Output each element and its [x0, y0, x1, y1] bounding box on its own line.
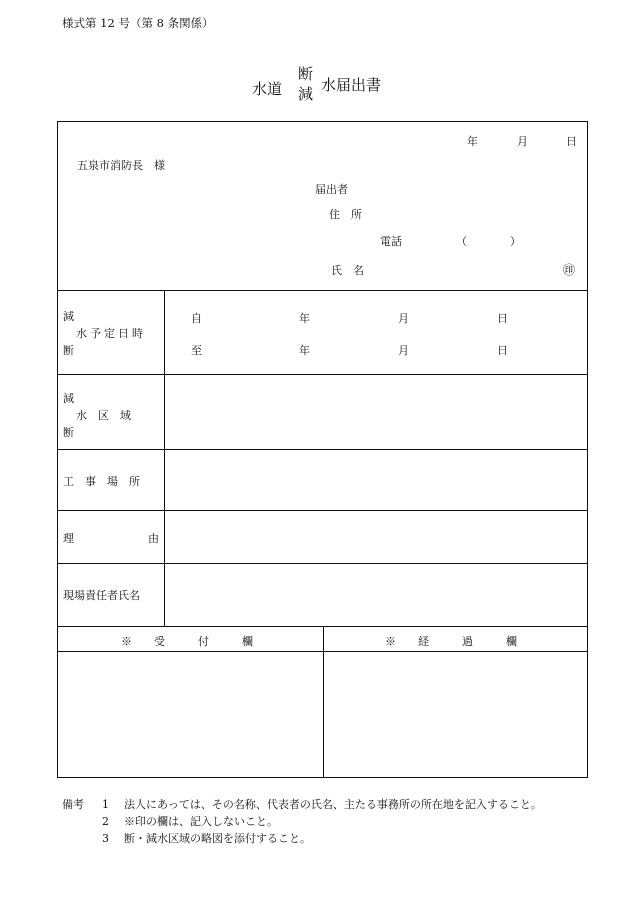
area-bottom-char: 断	[63, 426, 74, 439]
title-stacked-choice	[298, 64, 313, 104]
reception-header: ※ 受 付 欄	[121, 635, 253, 648]
form-title	[0, 62, 630, 112]
divider	[323, 626, 324, 777]
schedule-from-month: 月	[398, 312, 409, 325]
phone-paren-close: ）	[510, 235, 521, 248]
divider	[58, 510, 587, 511]
title-suffix: 水届出書	[321, 76, 382, 94]
form-table	[57, 121, 588, 778]
divider	[58, 449, 587, 450]
schedule-from-year: 年	[299, 312, 310, 325]
reason-label-a: 理	[63, 532, 74, 545]
name-label: 氏 名	[331, 264, 364, 277]
note-text: 法人にあっては、その名称、代表者の氏名、主たる事務所の所在地を記入すること。	[124, 798, 542, 811]
divider	[58, 374, 587, 375]
area-label: 水 区 域	[76, 409, 131, 422]
note-item	[62, 830, 542, 847]
progress-header: ※ 経 過 欄	[385, 635, 517, 648]
notes	[62, 796, 542, 847]
note-number: 2	[102, 815, 109, 828]
schedule-top-char: 減	[63, 310, 74, 323]
form-number: 様式第 12 号（第 8 条関係）	[62, 16, 214, 30]
addressee: 五泉市消防長 様	[77, 159, 165, 172]
schedule-to-month: 月	[398, 344, 409, 357]
title-choice-bottom: 減	[298, 85, 314, 103]
site-label: 工 事 場 所	[63, 475, 140, 488]
schedule-from-day: 日	[497, 312, 508, 325]
divider	[58, 290, 587, 291]
applicant-label: 届出者	[315, 183, 348, 196]
title-prefix: 水道	[252, 80, 283, 98]
divider	[164, 290, 165, 626]
note-text: 断・減水区域の略図を添付すること。	[124, 832, 311, 845]
note-number: 3	[102, 832, 109, 845]
divider	[58, 563, 587, 564]
reason-label-b: 由	[148, 532, 159, 545]
address-label: 住 所	[329, 208, 362, 221]
phone-paren-open: （	[456, 235, 467, 248]
schedule-to-year: 年	[299, 344, 310, 357]
schedule-label: 水予定日時	[76, 327, 146, 340]
schedule-from: 自	[191, 312, 202, 325]
title-choice-top: 断	[298, 65, 314, 83]
note-text: ※印の欄は、記入しないこと。	[124, 815, 278, 828]
date-year: 年	[467, 135, 478, 148]
schedule-bottom-char: 断	[63, 344, 74, 357]
schedule-to: 至	[191, 344, 202, 357]
seal-icon: ㊞	[563, 263, 576, 277]
date-day: 日	[566, 135, 577, 148]
notes-head: 備考	[62, 798, 84, 811]
manager-label: 現場責任者氏名	[63, 589, 140, 602]
schedule-to-day: 日	[497, 344, 508, 357]
date-month: 月	[517, 135, 528, 148]
note-item	[62, 813, 542, 830]
phone-label: 電話	[380, 235, 402, 248]
note-number: 1	[102, 798, 109, 811]
note-item	[62, 796, 542, 813]
area-top-char: 減	[63, 392, 74, 405]
